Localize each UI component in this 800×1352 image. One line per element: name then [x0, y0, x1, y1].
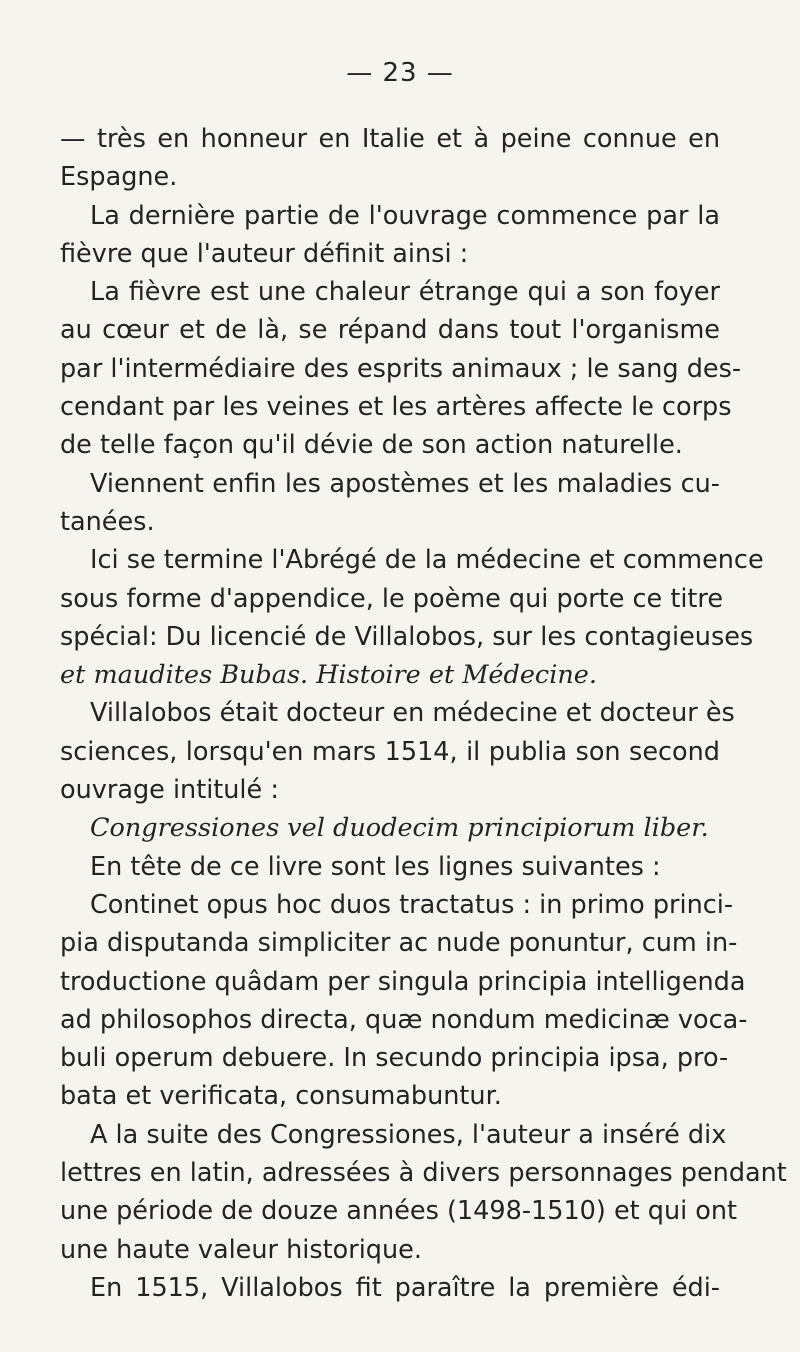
text-line: une haute valeur historique.	[60, 1234, 422, 1265]
page-number: — 23 —	[346, 58, 454, 88]
text-line: La fièvre est une chaleur étrange qui a son foyer	[90, 277, 720, 308]
text-line: tanées.	[60, 506, 155, 537]
text-line: cendant par les veines et les artères affecte le corps	[60, 392, 732, 423]
text-line: Viennent enfin les apostèmes et les maladies cu-	[90, 468, 720, 499]
text-line: une période de douze années (1498-1510) et qui ont	[60, 1196, 738, 1227]
text-line: Congressiones vel duodecim principiorum liber.	[90, 813, 709, 844]
text-line: sciences, lorsqu'en mars 1514, il publia son second	[60, 736, 720, 767]
text-line: A la suite des Congressiones, l'auteur a inséré dix	[90, 1119, 727, 1150]
text-line: de telle façon qu'il dévie de son action naturelle.	[60, 430, 683, 461]
text-line: par l'intermédiaire des esprits animaux ; le sang des-	[60, 353, 742, 384]
text-line: — très en honneur en Italie et à peine connue en	[60, 124, 720, 154]
text-line: spécial: Du licencié de Villalobos, sur les contagieuses	[60, 621, 754, 652]
text-line: bata et verificata, consumabuntur.	[60, 1081, 502, 1112]
text-line: lettres en latin, adressées à divers personnages pendant	[60, 1158, 787, 1189]
text-line: buli operum debuere. In secundo principia ipsa, pro-	[60, 1043, 729, 1074]
text-line: et maudites Bubas. Histoire et Médecine.	[60, 660, 597, 691]
text-line: En tête de ce livre sont les lignes suivantes :	[90, 851, 661, 882]
text-line: au cœur et de là, se répand dans tout l'organisme	[60, 315, 720, 346]
text-line: Espagne.	[60, 162, 178, 193]
text-line: fièvre que l'auteur définit ainsi :	[60, 238, 469, 269]
text-line: Ici se termine l'Abrégé de la médecine et commence	[90, 545, 764, 576]
text-line: La dernière partie de l'ouvrage commence par la	[90, 200, 720, 231]
body-text	[60, 120, 787, 1307]
text-line: En 1515, Villalobos fit paraître la première édi-	[90, 1272, 720, 1303]
text-line: sous forme d'appendice, le poème qui porte ce titre	[60, 583, 724, 614]
text-line: Villalobos était docteur en médecine et docteur ès	[90, 698, 735, 729]
text-line: troductione quâdam per singula principia intelligenda	[60, 966, 746, 997]
text-line: Continet opus hoc duos tractatus : in primo princi-	[90, 889, 734, 920]
text-line: pia disputanda simpliciter ac nude ponuntur, cum in-	[60, 928, 738, 959]
text-line: ad philosophos directa, quæ nondum medicinæ voca-	[60, 1004, 748, 1035]
text-line: ouvrage intitulé :	[60, 775, 279, 806]
